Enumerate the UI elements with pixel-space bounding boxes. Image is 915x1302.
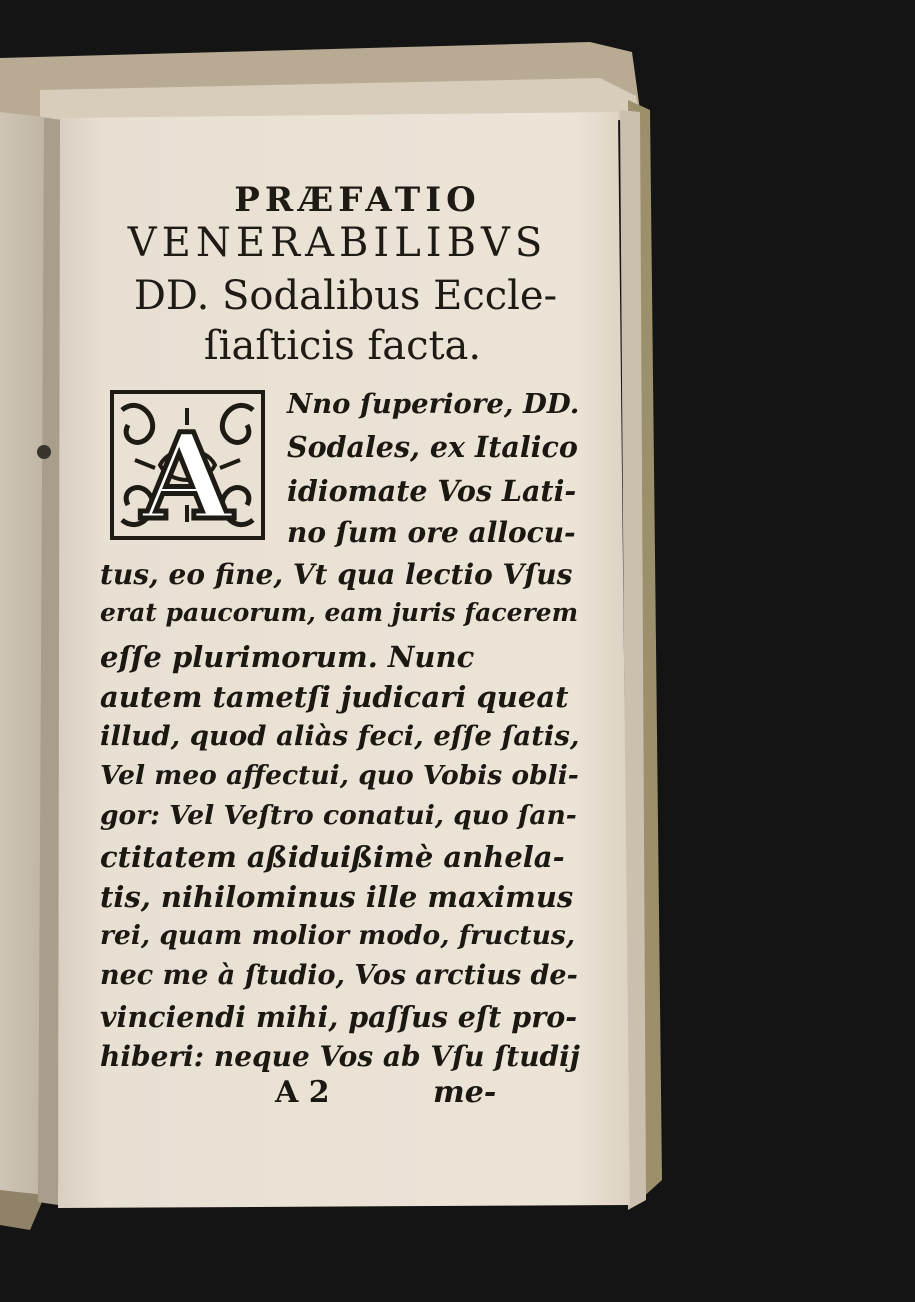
text-line: tis, nihilominus ille maximus	[100, 880, 574, 914]
drop-cap-letter: A	[141, 407, 233, 540]
ornamental-drop-cap	[110, 390, 265, 540]
text-line: Nno ſuperiore, DD.	[287, 388, 580, 420]
signature-mark: A 2	[275, 1075, 330, 1110]
heading-facta: ſiaſticis facta.	[203, 323, 482, 369]
text-line: nec me à ſtudio, Vos arctius de-	[100, 960, 578, 991]
heading-sodalibus: DD. Sodalibus Eccle-	[133, 273, 558, 319]
text-line: hiberi: neque Vos ab Vſu ſtudij	[100, 1040, 580, 1073]
text-line: Sodales, ex Italico	[287, 430, 578, 464]
binding-hole	[37, 445, 51, 459]
text-line: idiomate Vos Lati-	[287, 474, 577, 508]
text-line: illud, quod aliàs feci, eſſe ſatis,	[100, 720, 580, 752]
heading-praefatio: PRÆFATIO	[234, 180, 481, 220]
heading-venerabilibus: VENERABILIBVS	[127, 220, 548, 266]
page-text	[95, 170, 580, 1130]
text-line: gor: Vel Veſtro conatui, quo ſan-	[100, 800, 577, 831]
text-line: ctitatem aßiduißimè anhela-	[100, 840, 565, 874]
text-line: rei, quam molior modo, fructus,	[100, 920, 576, 951]
catchword: me-	[433, 1075, 497, 1110]
text-line: eſſe plurimorum. Nunc	[100, 640, 475, 674]
text-line: erat paucorum, eam juris facerem	[100, 598, 579, 627]
page-footer	[95, 1075, 580, 1115]
text-line: autem tametſi judicari queat	[100, 680, 569, 714]
text-line: Vel meo affectui, quo Vobis obli-	[100, 760, 579, 791]
text-line: vinciendi mihi, paſſus eſt pro-	[100, 1000, 578, 1034]
text-line: tus, eo fine, Vt qua lectio Vſus	[100, 558, 573, 591]
text-line: no ſum ore allocu-	[287, 516, 576, 549]
